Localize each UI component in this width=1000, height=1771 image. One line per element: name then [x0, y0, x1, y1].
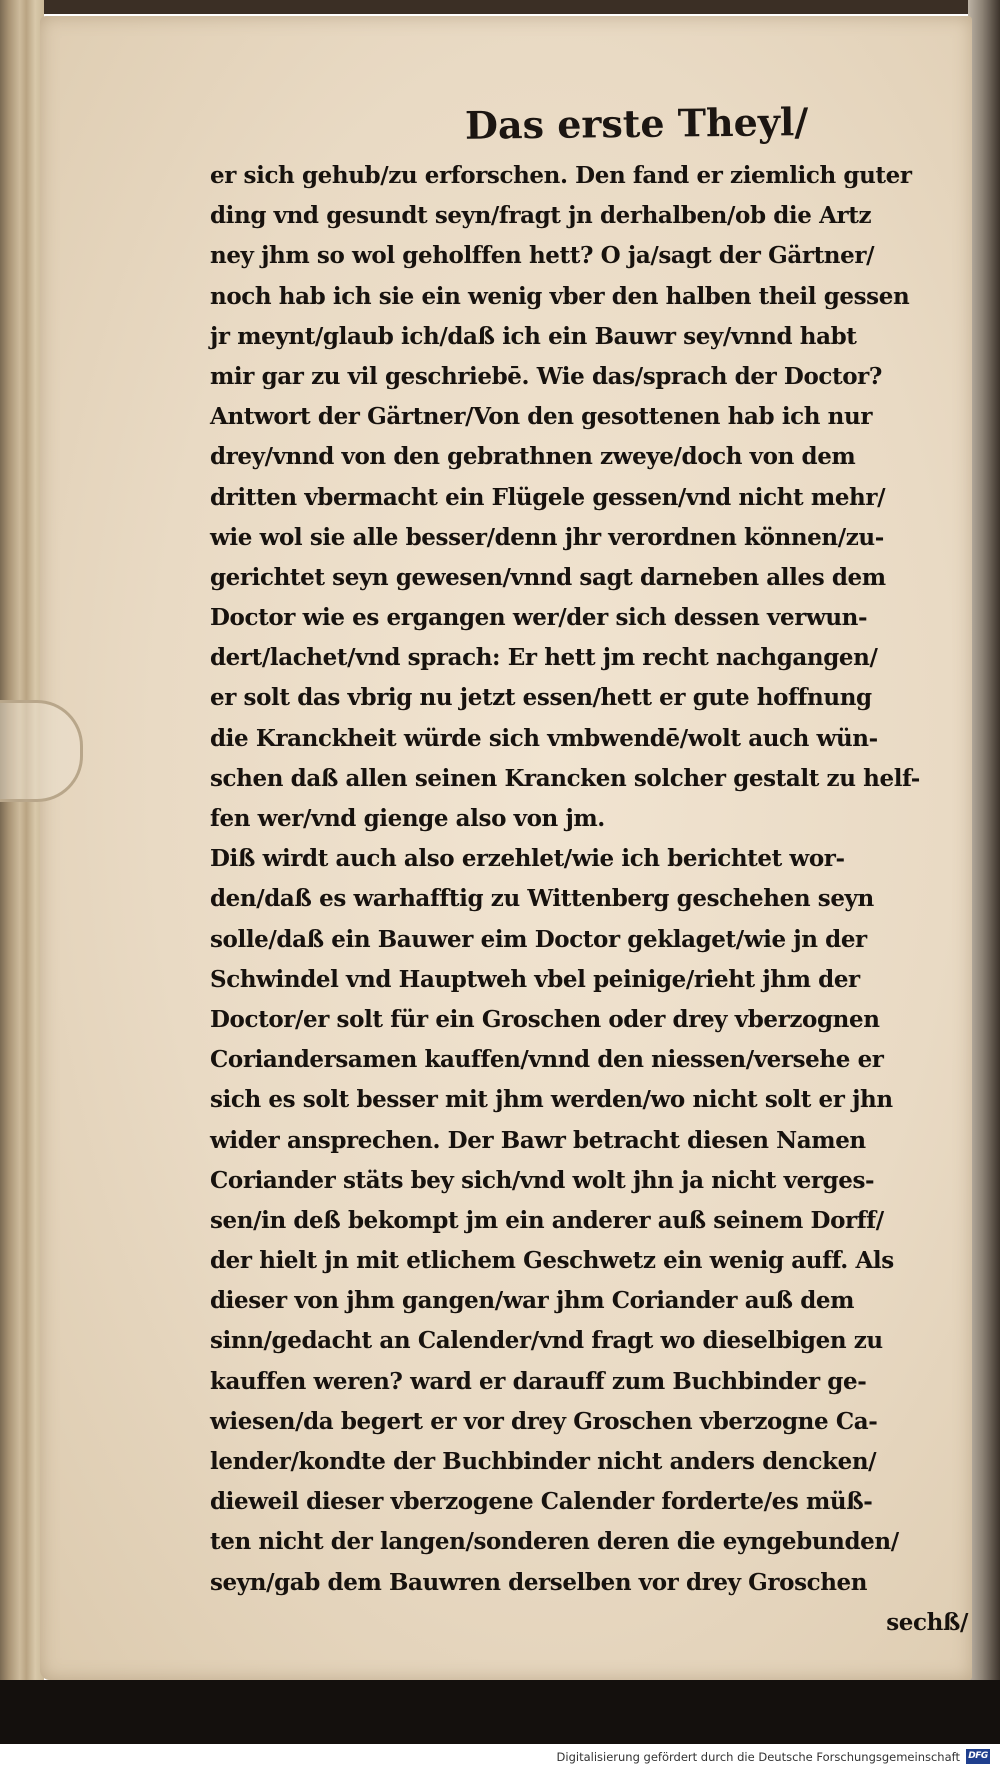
- text-line: kauffen weren? ward er darauff zum Buchbinder ge-: [210, 1367, 867, 1395]
- text-line: Diß wirdt auch also erzehlet/wie ich berichtet wor-: [210, 845, 845, 873]
- text-line: drey/vnnd von den gebrathnen zweye/doch von dem: [210, 443, 856, 471]
- text-line: dert/lachet/vnd sprach: Er hett jm recht nachgangen/: [210, 644, 878, 672]
- text-line: ding vnd gesundt seyn/fragt jn derhalben/ob die Artz: [210, 202, 872, 230]
- text-line: jr meynt/glaub ich/daß ich ein Bauwr sey/vnnd habt: [210, 322, 857, 350]
- text-line: mir gar zu vil geschriebē. Wie das/sprach der Doctor?: [210, 362, 882, 390]
- text-line: Coriandersamen kauffen/vnnd den niessen/versehe er: [210, 1046, 884, 1074]
- scanner-background-bottom: [0, 1680, 1000, 1744]
- text-line: fen wer/vnd gienge also von jm.: [210, 805, 605, 832]
- text-line: er solt das vbrig nu jetzt essen/hett er gute hoffnung: [210, 684, 872, 712]
- text-line: Coriander stäts bey sich/vnd wolt jhn ja nicht verges-: [210, 1166, 875, 1194]
- text-line: der hielt jn mit etlichem Geschwetz ein wenig auff. Als: [210, 1247, 894, 1275]
- scanner-background-top: [0, 0, 1000, 14]
- text-line: Antwort der Gärtner/Von den gesottenen hab ich nur: [210, 403, 873, 431]
- text-line: wie wol sie alle besser/denn jhr verordnen können/zu-: [210, 523, 884, 551]
- text-line: schen daß allen seinen Krancken solcher gestalt zu helf-: [210, 764, 920, 792]
- text-line: ney jhm so wol geholffen hett? O ja/sagt der Gärtner/: [210, 242, 875, 270]
- text-line: solle/daß ein Bauwer eim Doctor geklaget/wie jn der: [210, 925, 867, 953]
- text-line: Doctor wie es ergangen wer/der sich dessen verwun-: [210, 604, 868, 632]
- text-line: ten nicht der langen/sonderen deren die eyngebunden/: [210, 1528, 899, 1556]
- text-line: seyn/gab dem Bauwren derselben vor drey Groschen: [210, 1568, 868, 1596]
- text-line: noch hab ich sie ein wenig vber den halben theil gessen: [210, 282, 910, 310]
- text-line: sinn/gedacht an Calender/vnd fragt wo dieselbigen zu: [210, 1327, 883, 1355]
- text-line: Doctor/er solt für ein Groschen oder drey vberzognen: [210, 1005, 880, 1033]
- text-line: die Kranckheit würde sich vmbwendē/wolt auch wün-: [210, 724, 878, 752]
- text-line: sich es solt besser mit jhm werden/wo nicht solt er jhn: [210, 1086, 893, 1114]
- text-line: dieweil dieser vberzogene Calender forderte/es müß-: [210, 1488, 873, 1516]
- text-line: sen/in deß bekompt jm ein anderer auß seinem Dorff/: [210, 1206, 884, 1234]
- text-line: lender/kondte der Buchbinder nicht anders dencken/: [210, 1448, 877, 1475]
- text-line: wider ansprechen. Der Bawr betracht diesen Namen: [210, 1126, 866, 1154]
- catchword: sechß/: [886, 1608, 968, 1636]
- text-line: dieser von jhm gangen/war jhm Coriander auß dem: [210, 1287, 855, 1315]
- text-line: wiesen/da begert er vor drey Groschen vberzogne Ca-: [210, 1407, 878, 1435]
- book-page-edges-left: [0, 0, 44, 1700]
- page-clip-tab: [0, 700, 83, 802]
- page-body-text: [210, 156, 980, 1643]
- text-line: Schwindel vnd Hauptweh vbel peinige/rieht jhm der: [210, 965, 860, 993]
- text-line: er sich gehub/zu erforschen. Den fand er ziemlich guter: [210, 162, 912, 189]
- running-head: Das erste Theyl/: [464, 99, 809, 148]
- text-line: dritten vbermacht ein Flügele gessen/vnd nicht mehr/: [210, 483, 886, 511]
- dfg-logo: DFG: [966, 1749, 990, 1764]
- text-line: gerichtet seyn gewesen/vnnd sagt darneben alles dem: [210, 563, 886, 591]
- digitization-credit: Digitalisierung gefördert durch die Deutsche Forschungsgemeinschaft: [556, 1750, 960, 1764]
- text-line: den/daß es warhafftig zu Wittenberg geschehen seyn: [210, 885, 874, 913]
